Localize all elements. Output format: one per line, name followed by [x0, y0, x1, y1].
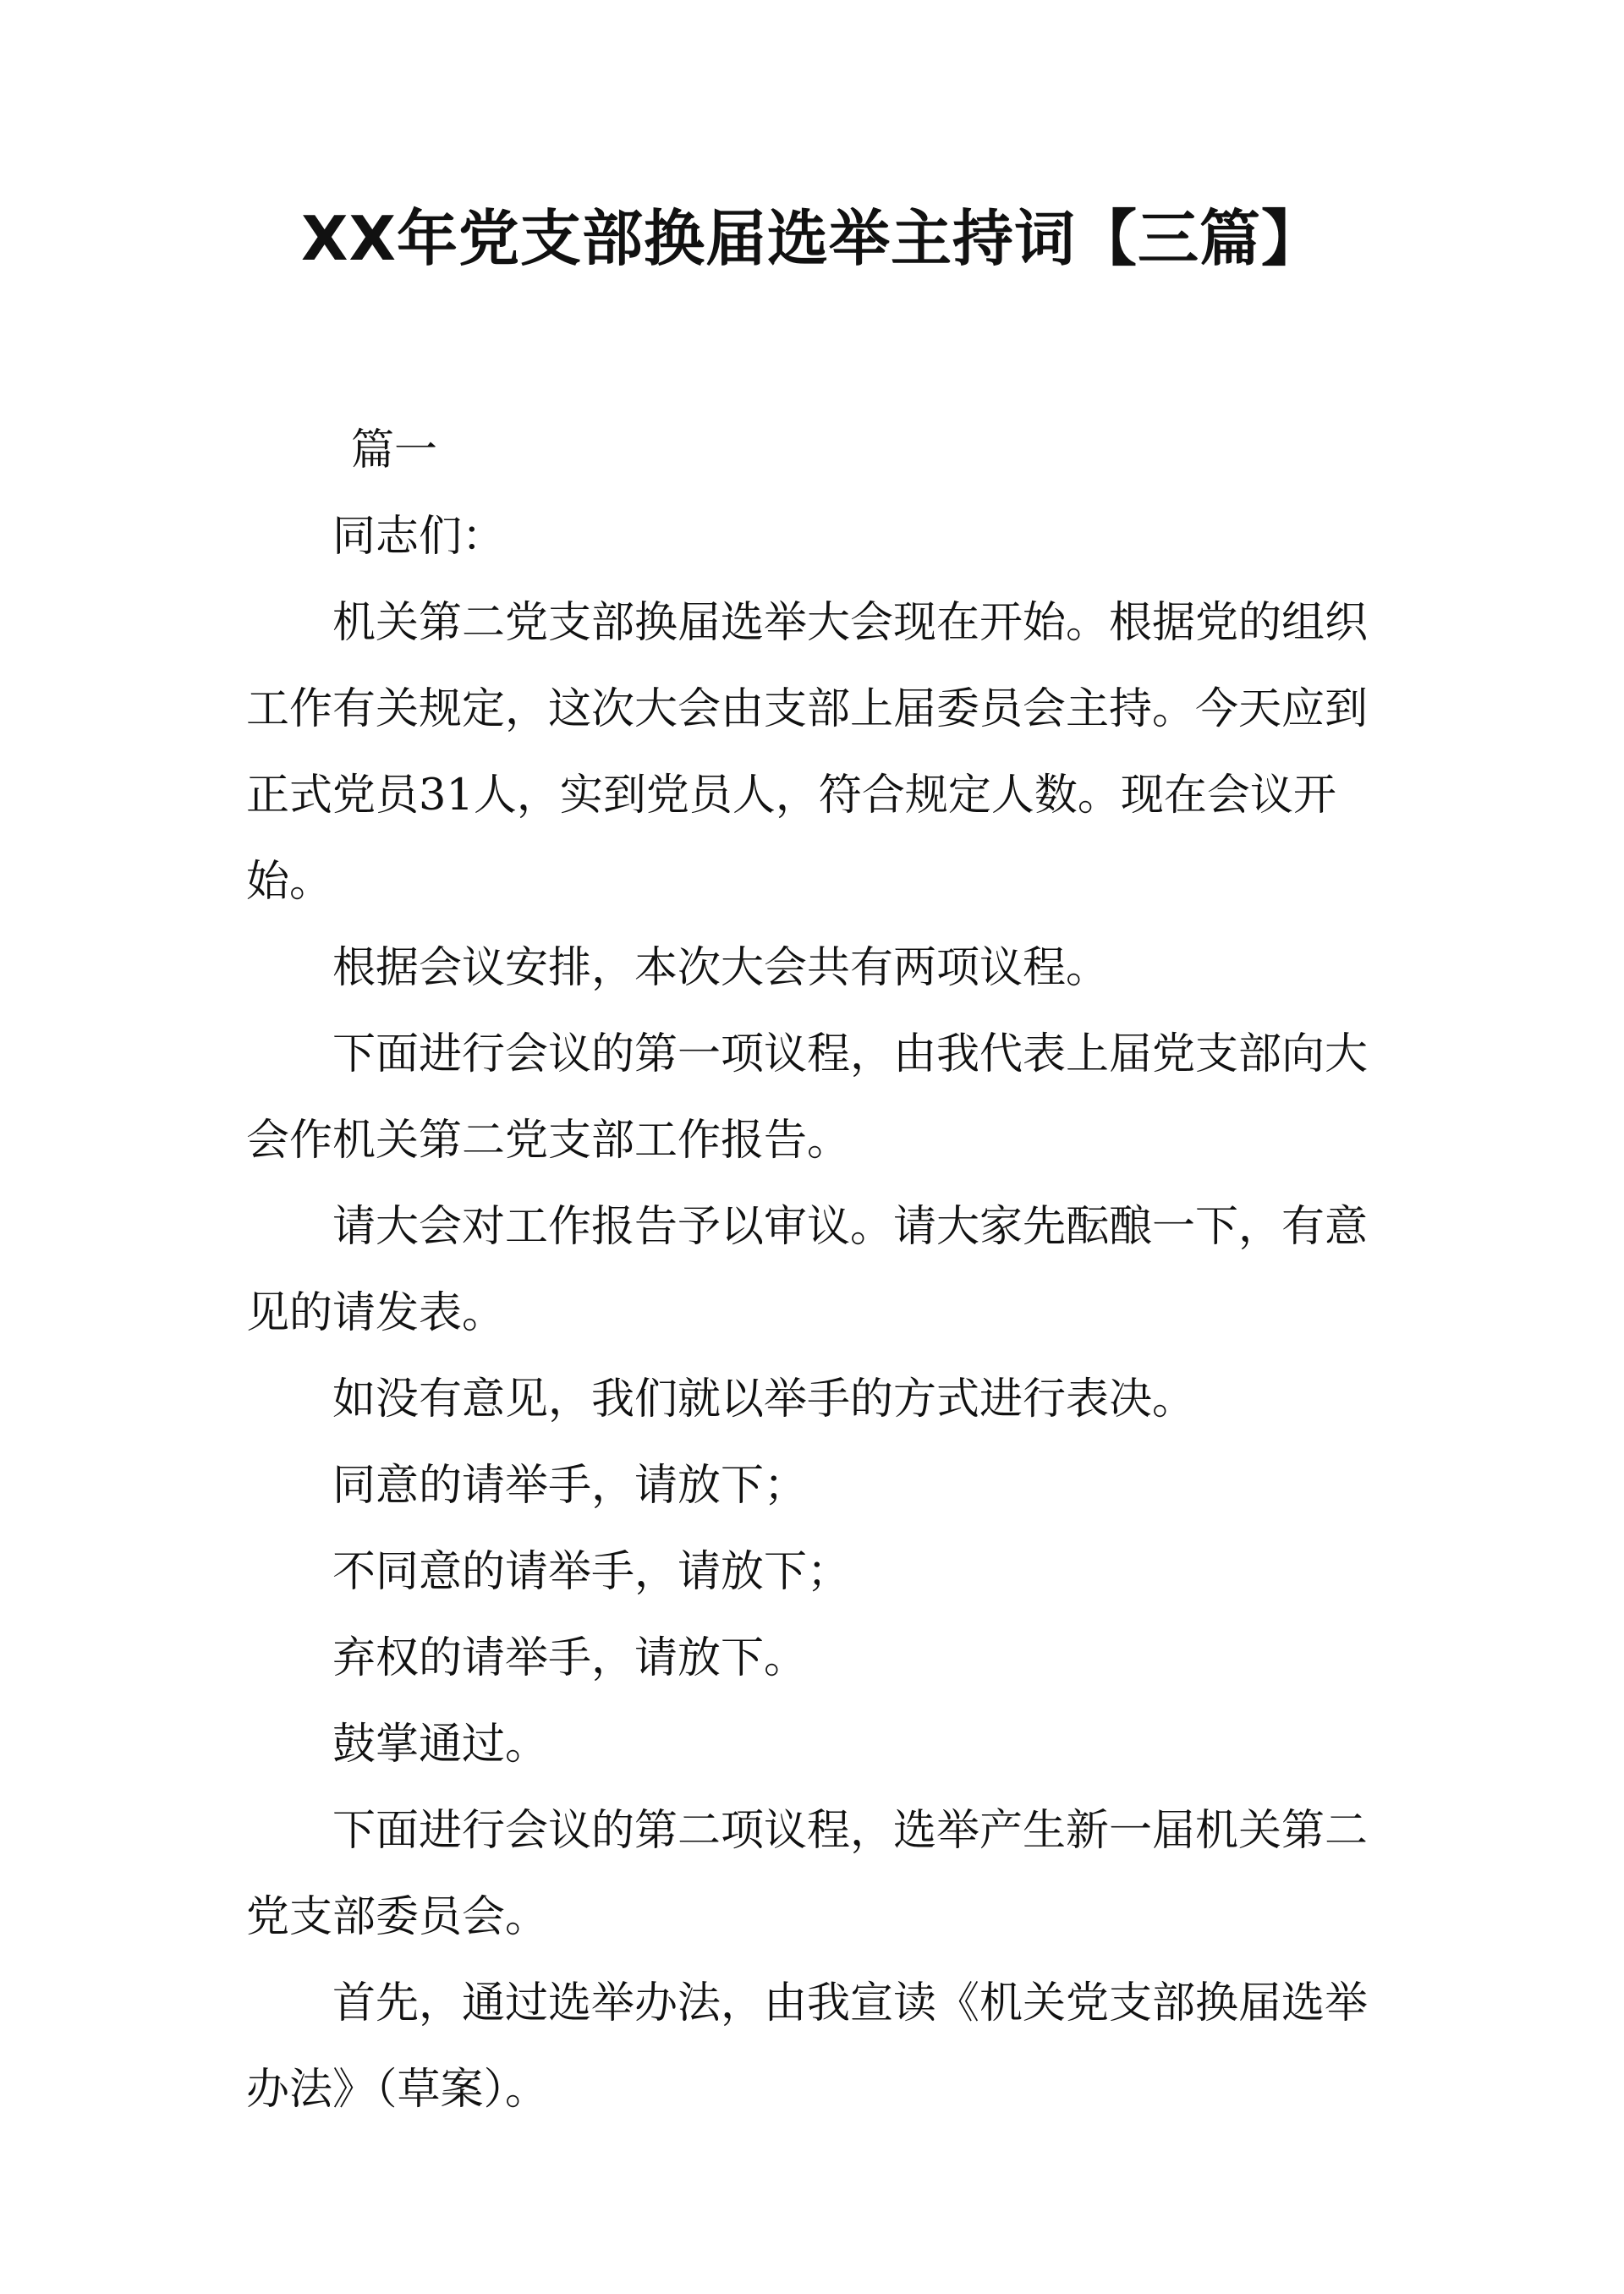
paragraph: 请大会对工作报告予以审议。请大家先酝酿一下，有意见的请发表。 [246, 1202, 1369, 1338]
section-heading: 篇一 [351, 425, 438, 475]
paragraph: 下面进行会议的第二项议程，选举产生新一届机关第二党支部委员会。 [246, 1806, 1369, 1942]
paragraph: 弃权的请举手，请放下。 [332, 1633, 808, 1683]
document-body [246, 408, 1385, 2133]
paragraph: 鼓掌通过。 [332, 1720, 549, 1770]
paragraph: 根据会议安排，本次大会共有两项议程。 [332, 943, 1110, 993]
paragraph: 同意的请举手，请放下； [332, 1461, 808, 1511]
paragraph-greeting: 同志们： [332, 512, 506, 562]
document-title: XX年党支部换届选举主持词【三篇】 [300, 203, 1324, 274]
paragraph: 首先，通过选举办法，由我宣读《机关党支部换届选举办法》（草案）。 [246, 1978, 1369, 2115]
paragraph: 不同意的请举手，请放下； [332, 1547, 851, 1597]
paragraph: 机关第二党支部换届选举大会现在开始。根据党的组织工作有关规定，这次大会由支部上届委员会主持。今天应到正式党员31人，实到党员人，符合规定人数。现在会议开始。 [246, 598, 1369, 907]
paragraph: 下面进行会议的第一项议程，由我代表上届党支部向大会作机关第二党支部工作报告。 [246, 1029, 1369, 1166]
paragraph: 如没有意见，我们就以举手的方式进行表决。 [332, 1375, 1196, 1424]
